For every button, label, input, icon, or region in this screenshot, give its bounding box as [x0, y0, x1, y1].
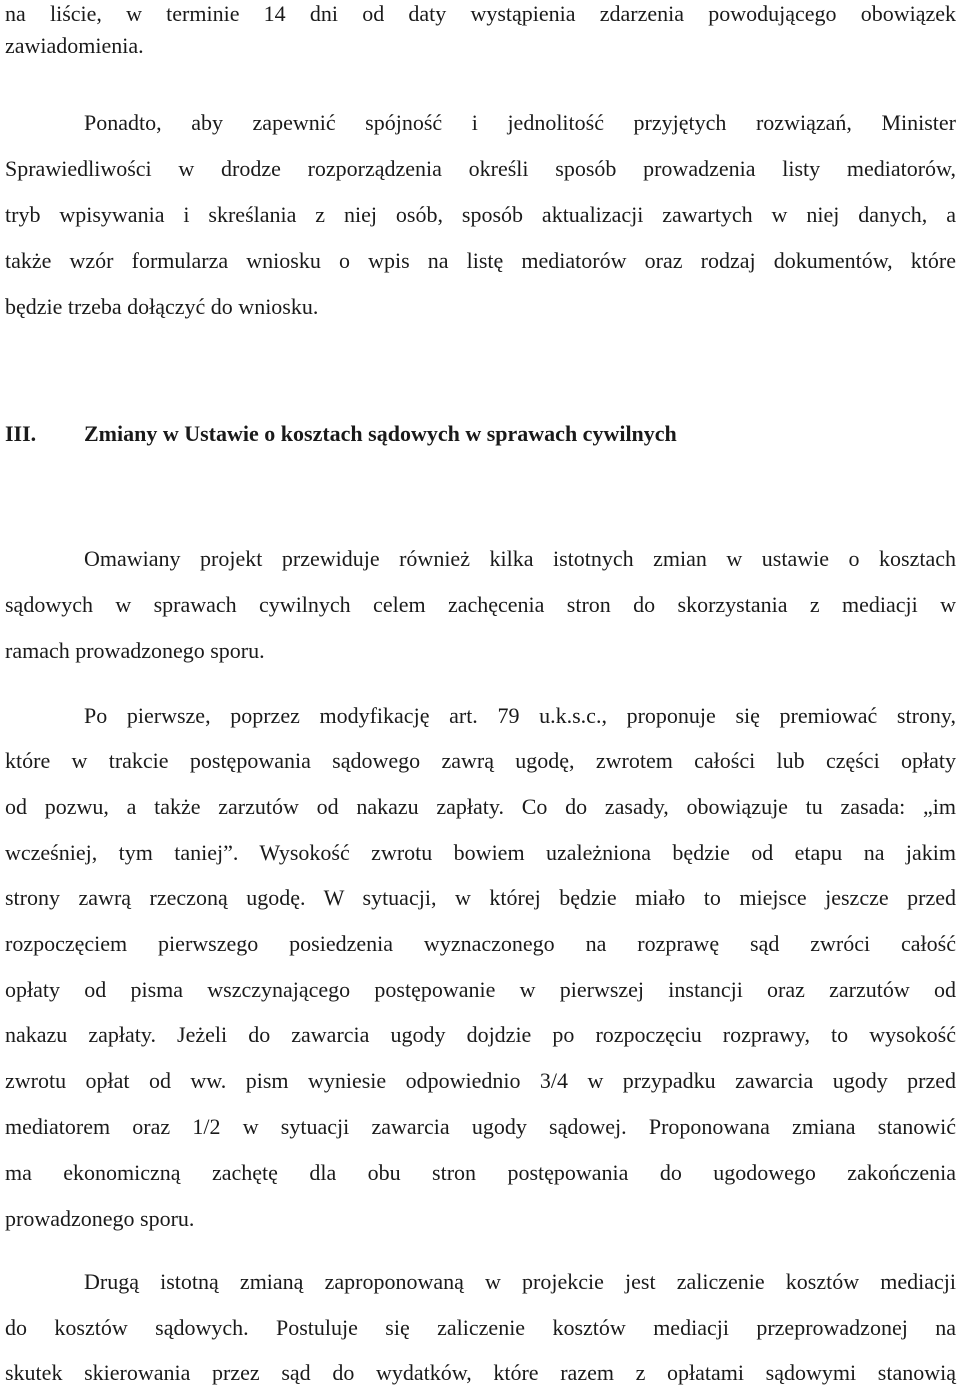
text-line: mediatorem oraz 1/2 w sytuacji zawarcia ugody sądowej. Proponowana zmiana stanowić [5, 1114, 956, 1139]
text-line: wcześniej, tym taniej”. Wysokość zwrotu bowiem uzależniona będzie od etapu na jakim [5, 840, 956, 865]
text-line: Po pierwsze, poprzez modyfikację art. 79 u.k.s.c., proponuje się premiować strony, [84, 703, 956, 728]
text-line: które w trakcie postępowania sądowego zawrą ugodę, zwrotem całości lub części opłaty [5, 748, 956, 773]
section-title: Zmiany w Ustawie o kosztach sądowych w sprawach cywilnych [84, 421, 677, 446]
text-line: nakazu zapłaty. Jeżeli do zawarcia ugody dojdzie po rozpoczęciu rozprawy, to wysokość [5, 1022, 956, 1047]
text-line: do kosztów sądowych. Postuluje się zaliczenie kosztów mediacji przeprowadzonej na [5, 1315, 956, 1340]
text-line: prowadzonego sporu. [5, 1206, 195, 1231]
text-line: Omawiany projekt przewiduje również kilka istotnych zmian w ustawie o kosztach [84, 546, 956, 571]
text-line: od pozwu, a także zarzutów od nakazu zapłaty. Co do zasady, obowiązuje tu zasada: „im [5, 794, 956, 819]
text-line: ma ekonomiczną zachętę dla obu stron postępowania do ugodowego zakończenia [5, 1160, 956, 1185]
text-line: także wzór formularza wniosku o wpis na listę mediatorów oraz rodzaj dokumentów, które [5, 248, 956, 273]
text-line: opłaty od pisma wszczynającego postępowanie w pierwszej instancji oraz zarzutów od [5, 977, 956, 1002]
text-line: zawiadomienia. [5, 33, 144, 58]
text-line: zwrotu opłat od ww. pism wyniesie odpowiednio 3/4 w przypadku zawarcia ugody przed [5, 1068, 956, 1093]
text-line: Ponadto, aby zapewnić spójność i jednolitość przyjętych rozwiązań, Minister [84, 110, 956, 135]
text-line: na liściе, w terminie 14 dni od daty wystąpienia zdarzenia powodującego obowiązek [5, 1, 956, 26]
text-line: ramach prowadzonego sporu. [5, 638, 265, 663]
section-number: III. [5, 421, 37, 446]
text-line: będzie trzeba dołączyć do wniosku. [5, 294, 319, 319]
text-line: Drugą istotną zmianą zaproponowaną w projekcie jest zaliczenie kosztów mediacji [84, 1269, 956, 1294]
text-line: rozpoczęciem pierwszego posiedzenia wyznaczonego na rozprawę sąd zwróci całość [5, 931, 956, 956]
text-line: tryb wpisywania i skreślania z niej osób, sposób aktualizacji zawartych w niej danych, a [5, 202, 956, 227]
text-line: Sprawiedliwości w drodze rozporządzenia określi sposób prowadzenia listy mediatorów, [5, 156, 956, 181]
text-line: skutek skierowania przez sąd do wydatków, które razem z opłatami sądowymi stanowią [5, 1360, 956, 1385]
text-line: strony zawrą rzeczoną ugodę. W sytuacji, w której będzie miało to miejsce jeszcze przed [5, 885, 956, 910]
text-line: sądowych w sprawach cywilnych celem zachęcenia stron do skorzystania z mediacji w [5, 592, 956, 617]
